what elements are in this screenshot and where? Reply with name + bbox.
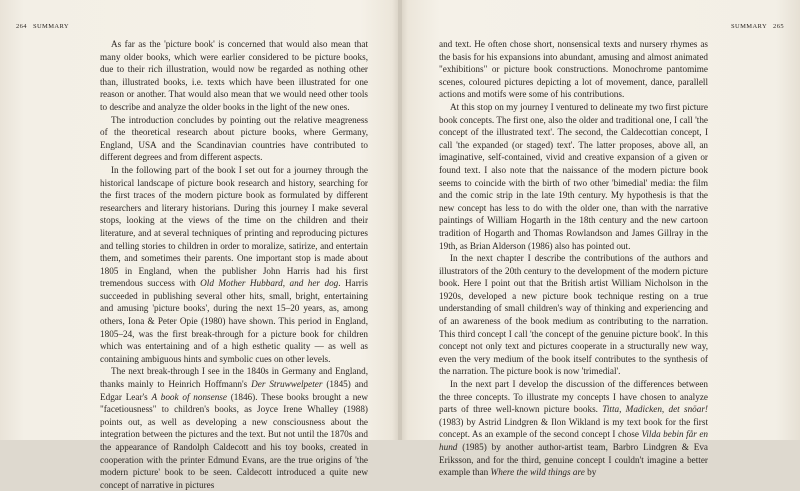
paragraph-text: As far as the 'picture book' is concerned that would also mean that many older books, which were earlier considered to be picture books, due to their rich illustration, would now be regarded as nothing other than, illustrated books, i.e. texts which have been illustrated for one reason or another. That would also mean that we would need other tools to describe and analyze the older books in the light of the new ones. bbox=[100, 39, 368, 112]
body-paragraph bbox=[439, 101, 708, 252]
paragraph-text: At this stop on my journey I ventured to delineate my two first picture book concepts. The first one, also the older and traditional one, I call 'the concept of the illustrated text'. The second, the Caldecottian concept, I call 'the expanded (or staged) text'. The latter proposes, above all, an imaginative, self-contained, vivid and creative expansion of a given or found text. I also note that the naissance of the modern picture book seems to coincide with the birth of two other 'bimedial' media: the film and the comic strip in the late 19th century. My hypothesis is that the new concept has less to do with the older one, than with the narrative paintings of William Hogarth in the 18th century and the new cartoon tradition of Hogarth and Thomas Rowlandson and James Gillray in the 19th, as Brian Alderson (1986) also has pointed out. bbox=[439, 101, 708, 251]
body-paragraph bbox=[439, 38, 708, 101]
paragraph-text: (1985) by another author-artist team, Barbro Lindgren & Eva Eriksson, and for the third, genuine concept I couldn't imagine a better example than bbox=[439, 442, 708, 478]
italic-title: Where the wild things are bbox=[490, 467, 585, 478]
right-running-head bbox=[731, 24, 790, 31]
body-paragraph bbox=[439, 252, 708, 378]
paragraph-text: . Harris succeeded in publishing several other hits, small, bright, entertaining and amusing 'picture books', during the next 15–20 years, as, among others, Iona & Peter Opie (1980) have shown. This period in England, 1805–24, was the first break-through for a picture book for children which was entertaining and of a high esthetic quality — as well as containing ambiguous hints and symbolic cues on other levels. bbox=[100, 278, 368, 364]
paragraph-text: and text. He often chose short, nonsensical texts and nursery rhymes as the basis for his expansions into abundant, amusing and almost animated "exhibitions" or picture book constructions. Monochrome pantomime scenes, coloured pictures depicting a lot of movement, dance, parallell actions and motifs were some of his contributions. bbox=[439, 39, 708, 100]
left-page-number: 264 bbox=[16, 23, 27, 30]
body-paragraph bbox=[100, 365, 368, 491]
paragraph-text: The introduction concludes by pointing out the relative meagreness of the theoretical research about picture books, where Germany, England, USA and the Scandinavian countries have contributed to different degrees and from different aspects. bbox=[100, 114, 368, 163]
body-paragraph bbox=[100, 114, 368, 164]
body-paragraph bbox=[100, 38, 368, 114]
paragraph-text: (1845) and Edgar Lear's bbox=[100, 379, 368, 402]
paragraph-text: (1983) by Astrid Lindgren & Ilon Wikland is my text book for the first concept. As an example of the second concept I chose bbox=[439, 416, 708, 440]
right-page-number: 265 bbox=[773, 23, 784, 30]
paragraph-text: In the next part I develop the discussion of the differences between the three concepts. To illustrate my concepts I have chosen to analyze parts of three well-known picture books. bbox=[439, 379, 708, 415]
right-page bbox=[402, 0, 800, 478]
italic-title: Vilda bebin får en hund bbox=[439, 429, 709, 452]
left-running-head bbox=[10, 24, 69, 31]
left-running-title: SUMMARY bbox=[32, 23, 69, 30]
paragraph-text: In the following part of the book I set out for a journey through the historical landscape of picture book research and history, searching for the first traces of the modern picture book as formulated by different researchers and literary historians. During this journey I make several stops, looking at the views of the time on the children and their literature, and at several techniques of printing and reproducing pictures and telling stories to children in order to moralize, satirize, and entertain them, and sometimes their parents. One important stop is made about 1805 in England, when the publisher John Harris had his first tremendous success with bbox=[100, 164, 368, 289]
left-page bbox=[0, 0, 398, 490]
italic-title: Titta, Madicken, det snöar! bbox=[602, 404, 708, 415]
body-paragraph bbox=[100, 164, 368, 366]
italic-title: A book of nonsense bbox=[151, 391, 227, 402]
left-body-text bbox=[100, 38, 368, 491]
italic-title: Old Mother Hubbard, and her dog bbox=[200, 278, 339, 289]
right-running-title: SUMMARY bbox=[731, 23, 768, 30]
paragraph-text: by bbox=[584, 467, 597, 478]
paragraph-text: (1846). These books brought a new "facetiousness" to children's books, as Joyce Irene Whalley (1988) points out, as well as developing a new consciousness about the integration between the pictures and the text. But not until the 1870s and the appearance of Randolph Caldecott and his toy books, created in cooperation with the printer Edmund Evans, are the true origins of 'the modern picture' book to be seen. Caldecott introduced a quite new concept of narrative in pictures bbox=[100, 391, 368, 490]
paragraph-text: The next break-through I see in the 1840s in Germany and England, thanks mainly to Heinrich Hoffmann's bbox=[100, 366, 368, 390]
body-paragraph bbox=[439, 378, 708, 479]
right-body-text bbox=[439, 38, 708, 479]
paragraph-text: In the next chapter I describe the contributions of the authors and illustrators of the 20th century to the development of the modern picture book. Here I point out that the British artist William Nicholson in the 1920s, developed a new picture book technique resting on a true understanding of small children's way of thinking and experiencing and of an awareness of the book medium as contributing to the narration. This third concept I call 'the concept of the genuine picture book'. In this concept not only text and pictures cooperate in a structurally new way, even the very medium of the book itself contributes to the synthesis of the narration. The picture book is now 'trimedial'. bbox=[439, 253, 708, 377]
italic-title: Der Struwwelpeter bbox=[251, 379, 323, 390]
